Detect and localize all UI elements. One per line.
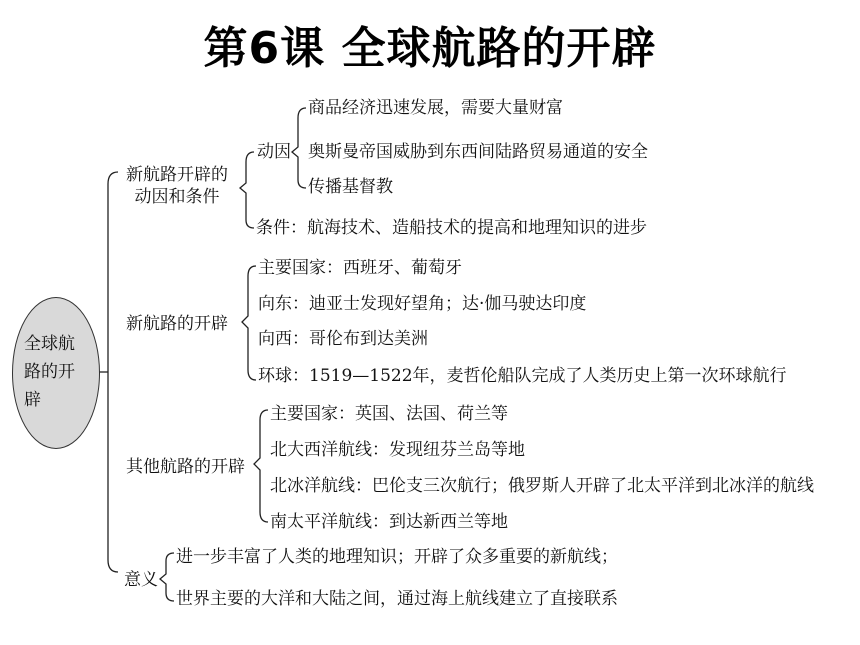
branch1-label-line1: 新航路开辟的 [126, 165, 228, 185]
branch3-item-1: 主要国家：英国、法国、荷兰等 [270, 404, 508, 424]
motive-label: 动因 [257, 142, 291, 162]
branch4-item-2: 世界主要的大洋和大陆之间，通过海上航线建立了直接联系 [176, 589, 618, 609]
branch2-item-4: 环球：1519—1522年，麦哲伦船队完成了人类历史上第一次环球航行 [258, 366, 787, 386]
branch2-item-1: 主要国家：西班牙、葡萄牙 [258, 258, 462, 278]
page-title: 第6课 全球航路的开辟 [203, 23, 657, 74]
branch3-item-2: 北大西洋航线：发现纽芬兰岛等地 [270, 440, 525, 460]
branch4-label: 意义 [124, 570, 158, 590]
branch3-brace [254, 410, 268, 522]
branch2-item-3: 向西：哥伦布到达美洲 [258, 329, 428, 349]
branch1-label [126, 164, 228, 208]
root-label-line1: 全球航 [24, 334, 75, 354]
branch2-label: 新航路的开辟 [126, 314, 228, 334]
root-label-line3: 辟 [24, 390, 41, 410]
branch4-brace [160, 553, 174, 601]
motive-item-2: 奥斯曼帝国威胁到东西间陆路贸易通道的安全 [308, 142, 648, 162]
root-label-line2: 路的开 [24, 362, 75, 382]
branch3-item-3: 北冰洋航线：巴伦支三次航行；俄罗斯人开辟了北太平洋到北冰洋的航线 [270, 476, 814, 496]
branch1-brace [240, 152, 254, 228]
condition-item: 条件：航海技术、造船技术的提高和地理知识的进步 [256, 218, 647, 238]
motive-brace [292, 108, 306, 188]
motive-item-3: 传播基督教 [308, 177, 393, 197]
branch3-label: 其他航路的开辟 [126, 457, 245, 477]
branch2-item-2: 向东：迪亚士发现好望角；达·伽马驶达印度 [258, 294, 587, 314]
branch2-brace [242, 266, 256, 380]
branch1-label-line2: 动因和条件 [134, 187, 220, 207]
branch4-item-1: 进一步丰富了人类的地理知识；开辟了众多重要的新航线； [176, 547, 618, 567]
branch3-item-4: 南太平洋航线：到达新西兰等地 [270, 512, 508, 532]
main-brace [108, 172, 118, 572]
root-label [24, 330, 88, 414]
motive-item-1: 商品经济迅速发展，需要大量财富 [308, 98, 563, 118]
